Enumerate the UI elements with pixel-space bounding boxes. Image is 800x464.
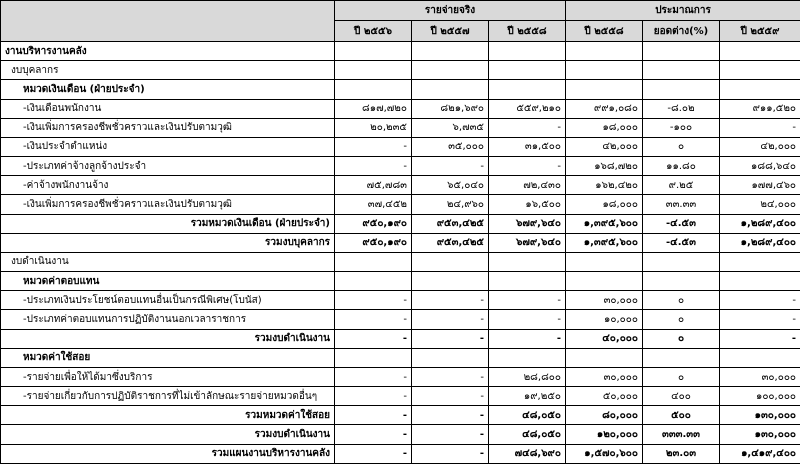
value-cell: ๓๗,๔๕๒ bbox=[335, 195, 412, 214]
value-cell: - bbox=[720, 329, 800, 348]
value-cell: - bbox=[335, 444, 412, 463]
value-cell: - bbox=[412, 329, 489, 348]
value-cell: ๔๘,๐๕๐ bbox=[489, 406, 566, 425]
value-cell: - bbox=[720, 291, 800, 310]
total-row bbox=[1, 329, 800, 348]
value-cell: - bbox=[335, 137, 412, 156]
value-cell bbox=[566, 42, 643, 61]
value-cell: ๐ bbox=[643, 137, 720, 156]
table-row bbox=[1, 157, 800, 176]
value-cell: - bbox=[335, 425, 412, 444]
value-cell bbox=[643, 252, 720, 271]
table-row bbox=[1, 272, 800, 291]
row-label: รวมงบดำเนินงาน bbox=[1, 425, 335, 444]
value-cell bbox=[335, 61, 412, 80]
value-cell: ๙๑๑,๕๒๐ bbox=[720, 99, 800, 118]
value-cell bbox=[720, 252, 800, 271]
col-header-2557: ปี ๒๕๕๗ bbox=[412, 21, 489, 42]
value-cell: ๑,๔๑๙,๔๐๐ bbox=[720, 444, 800, 463]
value-cell: ๔๒,๐๐๐ bbox=[720, 137, 800, 156]
table-row bbox=[1, 252, 800, 271]
value-cell bbox=[335, 252, 412, 271]
row-label: -ประเภทค่าจ้างลูกจ้างประจำ bbox=[1, 157, 335, 176]
value-cell: ๑๐๐,๐๐๐ bbox=[720, 387, 800, 406]
value-cell: - bbox=[720, 118, 800, 137]
value-cell: - bbox=[335, 406, 412, 425]
header-group-estimate: ประมาณการ bbox=[566, 1, 800, 21]
value-cell: - bbox=[412, 444, 489, 463]
value-cell bbox=[720, 42, 800, 61]
value-cell: -๔.๕๓ bbox=[643, 214, 720, 233]
table-row bbox=[1, 80, 800, 99]
value-cell: ๖,๗๓๕ bbox=[412, 118, 489, 137]
value-cell bbox=[643, 42, 720, 61]
value-cell: ๗๔๘,๖๙๐ bbox=[489, 444, 566, 463]
value-cell: ๙๕๓,๔๒๕ bbox=[412, 214, 489, 233]
value-cell: - bbox=[489, 310, 566, 329]
value-cell bbox=[412, 348, 489, 367]
value-cell: - bbox=[720, 310, 800, 329]
table-body bbox=[1, 1, 800, 464]
value-cell: - bbox=[489, 291, 566, 310]
table-row bbox=[1, 291, 800, 310]
value-cell bbox=[412, 80, 489, 99]
value-cell: - bbox=[335, 310, 412, 329]
value-cell bbox=[335, 42, 412, 61]
value-cell: ๘๐,๐๐๐ bbox=[566, 406, 643, 425]
value-cell: - bbox=[489, 157, 566, 176]
value-cell bbox=[489, 252, 566, 271]
row-label: หมวดเงินเดือน (ฝ่ายประจำ) bbox=[1, 80, 335, 99]
value-cell: - bbox=[412, 387, 489, 406]
value-cell: ๗๒,๔๓๐ bbox=[489, 176, 566, 195]
table-row bbox=[1, 176, 800, 195]
value-cell: ๓๓.๓๓ bbox=[643, 195, 720, 214]
value-cell: ๑,๓๙๕,๖๐๐ bbox=[566, 233, 643, 252]
value-cell bbox=[335, 348, 412, 367]
value-cell bbox=[643, 272, 720, 291]
value-cell: ๖๕,๐๔๐ bbox=[412, 176, 489, 195]
value-cell: -๔.๕๓ bbox=[643, 233, 720, 252]
value-cell: ๑,๓๙๕,๖๐๐ bbox=[566, 214, 643, 233]
value-cell: - bbox=[335, 157, 412, 176]
value-cell: ๑๒๐,๐๐๐ bbox=[566, 425, 643, 444]
value-cell: ๕๐๐ bbox=[643, 406, 720, 425]
col-header-2558-actual: ปี ๒๕๕๘ bbox=[489, 21, 566, 42]
table-row bbox=[1, 42, 800, 61]
value-cell bbox=[643, 348, 720, 367]
value-cell: ๖๗๙,๖๔๐ bbox=[489, 233, 566, 252]
value-cell: ๘๒๑,๖๙๐ bbox=[412, 99, 489, 118]
row-label: -ประเภทค่าตอบแทนการปฏิบัติงานนอกเวลาราชการ bbox=[1, 310, 335, 329]
value-cell bbox=[489, 348, 566, 367]
value-cell: ๑๗๗,๔๖๐ bbox=[720, 176, 800, 195]
value-cell: ๙๕๓,๔๒๕ bbox=[412, 233, 489, 252]
value-cell: ๑๑.๘๐ bbox=[643, 157, 720, 176]
row-label: รวมงบดำเนินงาน bbox=[1, 329, 335, 348]
value-cell: ๓๕,๐๐๐ bbox=[412, 137, 489, 156]
row-label: -เงินเพิ่มการครองชีพชั่วคราวและเงินปรับตามวุฒิ bbox=[1, 195, 335, 214]
header-group-actual: รายจ่ายจริง bbox=[335, 1, 566, 21]
value-cell: ๒๘,๘๐๐ bbox=[489, 367, 566, 386]
value-cell: ๒๔,๙๖๐ bbox=[412, 195, 489, 214]
value-cell: ๐ bbox=[643, 367, 720, 386]
value-cell bbox=[566, 272, 643, 291]
value-cell bbox=[412, 272, 489, 291]
value-cell: - bbox=[412, 367, 489, 386]
value-cell: - bbox=[412, 291, 489, 310]
value-cell: ๖๗๙,๖๔๐ bbox=[489, 214, 566, 233]
value-cell: ๒๔,๐๐๐ bbox=[720, 195, 800, 214]
table-row bbox=[1, 195, 800, 214]
value-cell bbox=[489, 42, 566, 61]
value-cell: ๐ bbox=[643, 291, 720, 310]
value-cell bbox=[489, 61, 566, 80]
value-cell: ๔๐๐ bbox=[643, 387, 720, 406]
value-cell bbox=[335, 272, 412, 291]
row-label: -เงินเพิ่มการครองชีพชั่วคราวและเงินปรับตามวุฒิ bbox=[1, 118, 335, 137]
row-label: -ประเภทเงินประโยชน์ตอบแทนอื่นเป็นกรณีพิเศษ(โบนัส) bbox=[1, 291, 335, 310]
value-cell: - bbox=[335, 367, 412, 386]
row-label: งบดำเนินงาน bbox=[1, 252, 335, 271]
row-label: งบบุคลากร bbox=[1, 61, 335, 80]
total-row bbox=[1, 214, 800, 233]
value-cell: - bbox=[335, 329, 412, 348]
value-cell: ๙.๒๕ bbox=[643, 176, 720, 195]
value-cell bbox=[566, 252, 643, 271]
value-cell: ๑๖,๕๐๐ bbox=[489, 195, 566, 214]
value-cell: ๓๑,๕๐๐ bbox=[489, 137, 566, 156]
col-header-2558-estimate: ปี ๒๕๕๘ bbox=[566, 21, 643, 42]
row-label: งานบริหารงานคลัง bbox=[1, 42, 335, 61]
col-header-2556: ปี ๒๕๕๖ bbox=[335, 21, 412, 42]
col-header-diff-percent: ยอดต่าง(%) bbox=[643, 21, 720, 42]
total-row bbox=[1, 406, 800, 425]
value-cell: ๒๐,๒๓๕ bbox=[335, 118, 412, 137]
row-label: หมวดค่าใช้สอย bbox=[1, 348, 335, 367]
row-label: -เงินประจำตำแหน่ง bbox=[1, 137, 335, 156]
value-cell bbox=[566, 80, 643, 99]
row-label: รวมงบบุคลากร bbox=[1, 233, 335, 252]
value-cell: ๑๙,๒๕๐ bbox=[489, 387, 566, 406]
value-cell: ๑๘๘,๖๔๐ bbox=[720, 157, 800, 176]
row-label: -ค่าจ้างพนักงานจ้าง bbox=[1, 176, 335, 195]
total-row bbox=[1, 233, 800, 252]
value-cell: ๔๒,๐๐๐ bbox=[566, 137, 643, 156]
value-cell: ๑๘,๐๐๐ bbox=[566, 118, 643, 137]
value-cell: ๙๕๐,๑๙๐ bbox=[335, 214, 412, 233]
row-label: -รายจ่ายเกี่ยวกับการปฏิบัติราชการที่ไม่เข้าลักษณะรายจ่ายหมวดอื่นๆ bbox=[1, 387, 335, 406]
value-cell bbox=[566, 61, 643, 80]
value-cell: ๑๓๐,๐๐๐ bbox=[720, 406, 800, 425]
value-cell: ๑๘,๐๐๐ bbox=[566, 195, 643, 214]
table-row bbox=[1, 348, 800, 367]
table-row bbox=[1, 387, 800, 406]
value-cell: - bbox=[489, 118, 566, 137]
value-cell: - bbox=[335, 291, 412, 310]
value-cell: ๑๖๒,๔๒๐ bbox=[566, 176, 643, 195]
value-cell: ๔๐,๐๐๐ bbox=[566, 329, 643, 348]
col-header-2559: ปี ๒๕๕๙ bbox=[720, 21, 800, 42]
value-cell: ๑๓๐,๐๐๐ bbox=[720, 425, 800, 444]
value-cell: ๑๖๘,๗๒๐ bbox=[566, 157, 643, 176]
value-cell bbox=[566, 348, 643, 367]
value-cell: ๔๘,๐๕๐ bbox=[489, 425, 566, 444]
header-label-cell bbox=[1, 1, 335, 42]
value-cell: ๐ bbox=[643, 310, 720, 329]
header-group-row bbox=[1, 1, 800, 21]
value-cell: ๓๓๓.๓๓ bbox=[643, 425, 720, 444]
value-cell: ๓๐,๐๐๐ bbox=[720, 367, 800, 386]
value-cell: ๑,๒๘๙,๔๐๐ bbox=[720, 233, 800, 252]
value-cell: ๒๓.๐๓ bbox=[643, 444, 720, 463]
value-cell bbox=[720, 272, 800, 291]
value-cell: ๑๐,๐๐๐ bbox=[566, 310, 643, 329]
value-cell bbox=[489, 80, 566, 99]
value-cell bbox=[412, 252, 489, 271]
table-row bbox=[1, 61, 800, 80]
value-cell bbox=[643, 80, 720, 99]
value-cell: - bbox=[412, 310, 489, 329]
row-label: รวมหมวดเงินเดือน (ฝ่ายประจำ) bbox=[1, 214, 335, 233]
value-cell bbox=[489, 272, 566, 291]
value-cell bbox=[720, 348, 800, 367]
table-row bbox=[1, 310, 800, 329]
value-cell bbox=[412, 61, 489, 80]
value-cell: ๐ bbox=[643, 329, 720, 348]
value-cell: - bbox=[412, 425, 489, 444]
row-label: -เงินเดือนพนักงาน bbox=[1, 99, 335, 118]
table-row bbox=[1, 99, 800, 118]
value-cell bbox=[720, 61, 800, 80]
value-cell: -๑๐๐ bbox=[643, 118, 720, 137]
row-label: หมวดค่าตอบแทน bbox=[1, 272, 335, 291]
row-label: รวมหมวดค่าใช้สอย bbox=[1, 406, 335, 425]
value-cell: ๕๕๙,๒๑๐ bbox=[489, 99, 566, 118]
value-cell: ๓๐,๐๐๐ bbox=[566, 291, 643, 310]
value-cell: - bbox=[489, 329, 566, 348]
value-cell: ๘๑๗,๗๒๐ bbox=[335, 99, 412, 118]
value-cell bbox=[335, 80, 412, 99]
value-cell: ๓๐,๐๐๐ bbox=[566, 367, 643, 386]
value-cell: ๙๙๑,๐๘๐ bbox=[566, 99, 643, 118]
value-cell: - bbox=[412, 157, 489, 176]
value-cell: ๑,๕๗๐,๖๐๐ bbox=[566, 444, 643, 463]
value-cell: ๗๕,๗๘๓ bbox=[335, 176, 412, 195]
table-row bbox=[1, 367, 800, 386]
value-cell: ๕๐,๐๐๐ bbox=[566, 387, 643, 406]
value-cell: - bbox=[335, 387, 412, 406]
value-cell bbox=[720, 80, 800, 99]
table-row bbox=[1, 118, 800, 137]
value-cell: -๘.๐๒ bbox=[643, 99, 720, 118]
total-row bbox=[1, 444, 800, 463]
value-cell: ๑,๒๘๙,๔๐๐ bbox=[720, 214, 800, 233]
total-row bbox=[1, 425, 800, 444]
table-row bbox=[1, 137, 800, 156]
value-cell bbox=[412, 42, 489, 61]
value-cell bbox=[643, 61, 720, 80]
row-label: รวมแผนงานบริหารงานคลัง bbox=[1, 444, 335, 463]
row-label: -รายจ่ายเพื่อให้ได้มาซึ่งบริการ bbox=[1, 367, 335, 386]
value-cell: - bbox=[412, 406, 489, 425]
value-cell: ๙๕๐,๑๙๐ bbox=[335, 233, 412, 252]
